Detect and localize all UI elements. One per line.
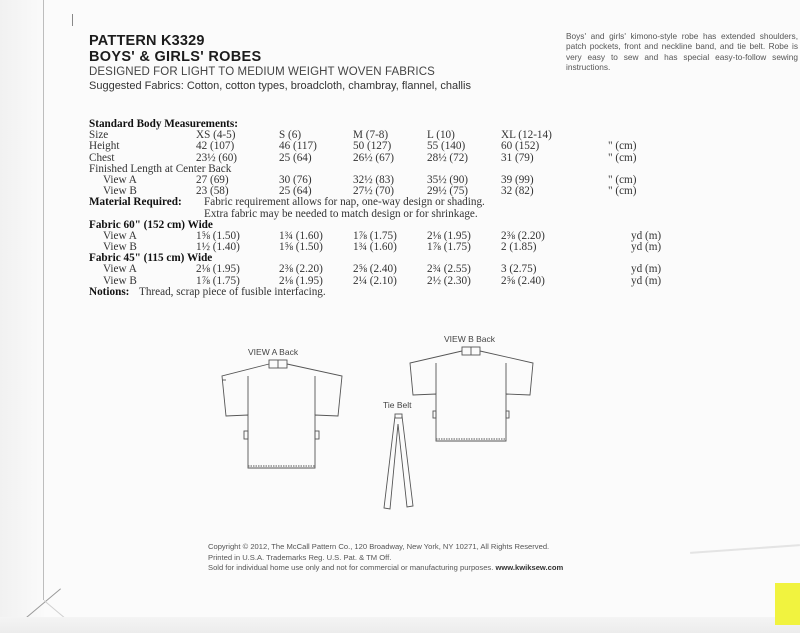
cell: XL (12-14) [501,129,552,142]
notions-text: Thread, scrap piece of fusible interfacing. [139,285,326,298]
cell: 50 (127) [353,140,392,153]
cell: 2⅝ (2.40) [353,263,397,276]
cell: 2⅛ (1.95) [427,229,471,242]
cell: 25 (64) [279,151,312,164]
cell: 23 (58) [196,185,229,198]
view-a-back-illustration [212,358,352,478]
paper-fold-shadow [0,0,44,633]
row-label: View A [103,263,137,276]
website-link[interactable]: www.kwiksew.com [495,563,564,572]
cell: 27 (69) [196,173,229,186]
unit: " (cm) [608,151,637,164]
pattern-number: PATTERN K3329 [89,33,205,49]
cell: XS (4-5) [196,129,236,142]
notions-heading: Notions: [89,285,130,298]
row-label: View B [103,274,137,287]
cell: L (10) [427,129,455,142]
unit: yd (m) [631,241,662,254]
cell: 27½ (70) [353,185,395,198]
cell: 35½ (90) [427,173,469,186]
cell: 1⅝ (1.50) [279,241,323,254]
cell: 1⅞ (1.75) [196,274,240,287]
cell: 30 (76) [279,173,312,186]
cell: 23½ (60) [196,151,238,164]
cell: 1⅞ (1.75) [427,241,471,254]
measurements-heading: Standard Body Measurements: [89,118,238,130]
fabric60-heading: Fabric 60" (152 cm) Wide [89,218,213,231]
view-b-label: VIEW B Back [444,334,496,344]
cell: 3 (2.75) [501,263,537,276]
pattern-title: BOYS' & GIRLS' ROBES [89,49,262,65]
paper-crease [690,544,800,554]
cell: 39 (99) [501,173,534,186]
suggested-fabrics: Suggested Fabrics: Cotton, cotton types, broadcloth, chambray, flannel, challis [89,80,471,92]
cell: 26½ (67) [353,151,395,164]
unit: yd (m) [631,263,662,276]
designed-for: DESIGNED FOR LIGHT TO MEDIUM WEIGHT WOVEN FABRICS [89,66,435,78]
paper-fold-line [43,0,44,600]
paper-bottom-edge [0,617,800,633]
row-label: View B [103,241,137,254]
row-label: Chest [89,151,115,164]
cell: 2¼ (2.10) [353,274,397,287]
cell: 32½ (83) [353,173,395,186]
unit: " (cm) [608,140,637,153]
usage-line: Sold for individual home use only and not for commercial or manufacturing purposes. www.kwiksew.com [208,563,564,572]
row-label: Height [89,140,120,153]
copyright-footer [208,542,563,574]
tie-belt-label: Tie Belt [383,400,412,410]
material-heading: Material Required: [89,196,182,209]
cell: 2⅛ (1.95) [279,274,323,287]
pattern-header [89,33,471,93]
cell: S (6) [279,129,302,142]
cell: 2⅜ (2.20) [501,229,545,242]
fabric45-heading: Fabric 45" (115 cm) Wide [89,252,213,265]
cell: 2 (1.85) [501,241,537,254]
cell: 1⅞ (1.75) [353,229,397,242]
unit: " (cm) [608,185,637,198]
cell: 32 (82) [501,185,534,198]
cell: 31 (79) [501,151,534,164]
paper-mark [72,14,73,26]
copyright-line: Copyright © 2012, The McCall Pattern Co., 120 Broadway, New York, NY 10271, All Rights Reserved. [208,542,550,551]
cell: 25 (64) [279,185,312,198]
cell: 2⅝ (2.40) [501,274,545,287]
unit: " (cm) [608,173,637,186]
unit: yd (m) [631,229,662,242]
row-label: View A [103,229,137,242]
finished-length-heading: Finished Length at Center Back [89,162,232,175]
material-note-1: Fabric requirement allows for nap, one-way design or shading. [204,196,485,209]
cell: 60 (152) [501,140,540,153]
cell: 42 (107) [196,140,235,153]
printed-line: Printed in U.S.A. Trademarks Reg. U.S. Pat. & TM Off. [208,552,392,562]
cell: 55 (140) [427,140,466,153]
row-label: View B [103,185,137,198]
view-a-label: VIEW A Back [248,347,299,357]
cell: M (7-8) [353,129,389,142]
row-label: Size [89,129,109,142]
yellow-tab [775,583,800,625]
cell: 29½ (75) [427,185,469,198]
cell: 1½ (1.40) [196,241,240,254]
cell: 46 (117) [279,140,317,153]
view-b-back-illustration [408,345,548,445]
cell: 1¾ (1.60) [279,229,323,242]
cell: 28½ (72) [427,151,469,164]
cell: 1⅝ (1.50) [196,229,240,242]
unit: yd (m) [631,274,662,287]
cell: 2½ (2.30) [427,274,471,287]
cell: 2¾ (2.55) [427,263,471,276]
tie-belt-illustration [382,412,422,512]
pattern-description: Boys' and girls' kimono-style robe has extended shoulders, patch pockets, front and neckline band, and tie belt. Robe is very easy to sew and has special easy-to-follow sewing instructions. [566,31,798,73]
cell: 1¾ (1.60) [353,241,397,254]
row-label: View A [103,173,137,186]
material-note-2: Extra fabric may be needed to match design or for shrinkage. [204,207,478,220]
cell: 2⅜ (2.20) [279,263,323,276]
cell: 2⅛ (1.95) [196,263,240,276]
